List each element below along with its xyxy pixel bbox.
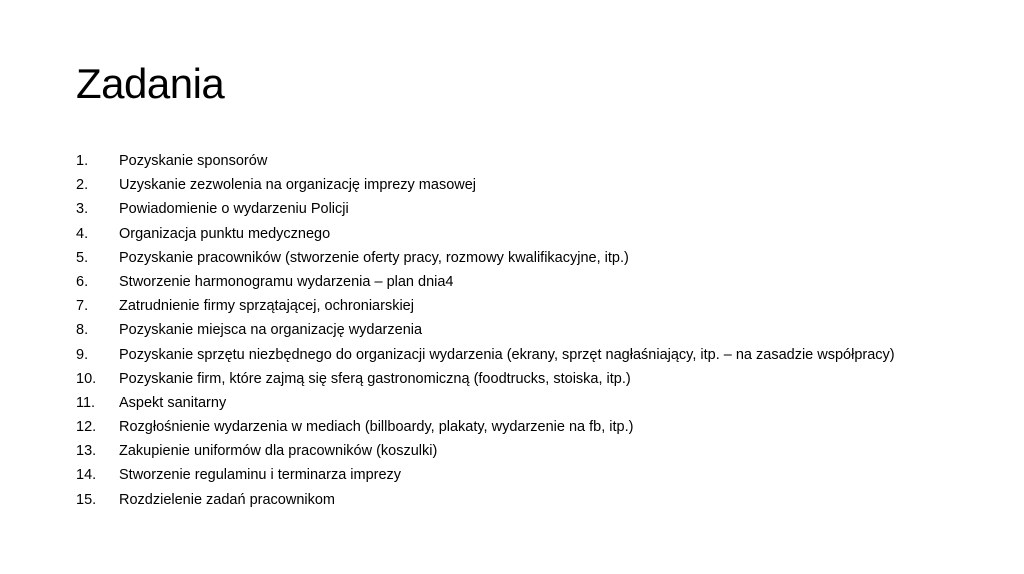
list-item [76,369,976,393]
list-item-text: Powiadomienie o wydarzeniu Policji [119,201,349,218]
slide-title: Zadania [76,60,225,107]
list-item [76,417,976,441]
list-item-number: 13. [76,443,97,460]
list-item-number: 11. [76,394,96,411]
list-item [76,151,976,175]
list-item-number: 2. [76,177,89,194]
list-item [76,248,976,272]
list-item [76,175,976,199]
list-item-number: 6. [76,273,89,290]
list-item-number: 4. [76,225,89,242]
list-item [76,224,976,248]
list-item-number: 9. [76,346,89,363]
list-item [76,296,976,320]
list-item-text: Pozyskanie miejsca na organizację wydarzenia [119,322,423,339]
list-item-number: 1. [76,153,89,169]
list-item [76,272,976,296]
list-item [76,320,976,344]
list-item-number: 7. [76,298,89,315]
list-item-number: 15. [76,491,97,508]
list-item-text: Stworzenie regulaminu i terminarza imprezy [119,467,402,484]
task-list [76,151,976,514]
list-item-number: 8. [76,322,89,339]
list-item-text: Pozyskanie firm, które zajmą się sferą gastronomiczną (foodtrucks, stoiska, itp.) [119,370,631,387]
list-item-text: Aspekt sanitarny [119,394,227,411]
list-item [76,393,976,417]
list-item [76,465,976,489]
list-item-text: Rozgłośnienie wydarzenia w mediach (billboardy, plakaty, wydarzenie na fb, itp.) [119,419,634,436]
list-item [76,441,976,465]
list-item-text: Rozdzielenie zadań pracownikom [119,491,336,508]
list-item-number: 14. [76,467,97,484]
list-item-text: Organizacja punktu medycznego [119,225,331,242]
list-item-text: Zakupienie uniformów dla pracowników (koszulki) [119,443,438,460]
list-item-text: Uzyskanie zezwolenia na organizację imprezy masowej [119,177,477,194]
list-item-text: Pozyskanie sponsorów [119,153,268,169]
list-item [76,199,976,223]
list-item-number: 12. [76,419,97,436]
list-item-number: 10. [76,370,97,387]
list-item [76,490,976,514]
list-item-text: Stworzenie harmonogramu wydarzenia – plan dnia4 [119,273,454,290]
list-item-number: 5. [76,249,89,266]
list-item-number: 3. [76,201,89,218]
list-item-text: Pozyskanie sprzętu niezbędnego do organizacji wydarzenia (ekrany, sprzęt nagłaśniający, itp. – na zasadzie współpracy) [119,346,895,363]
list-item-text: Zatrudnienie firmy sprzątającej, ochroniarskiej [119,298,414,315]
list-item [76,345,976,369]
list-item-text: Pozyskanie pracowników (stworzenie oferty pracy, rozmowy kwalifikacyjne, itp.) [119,249,629,266]
